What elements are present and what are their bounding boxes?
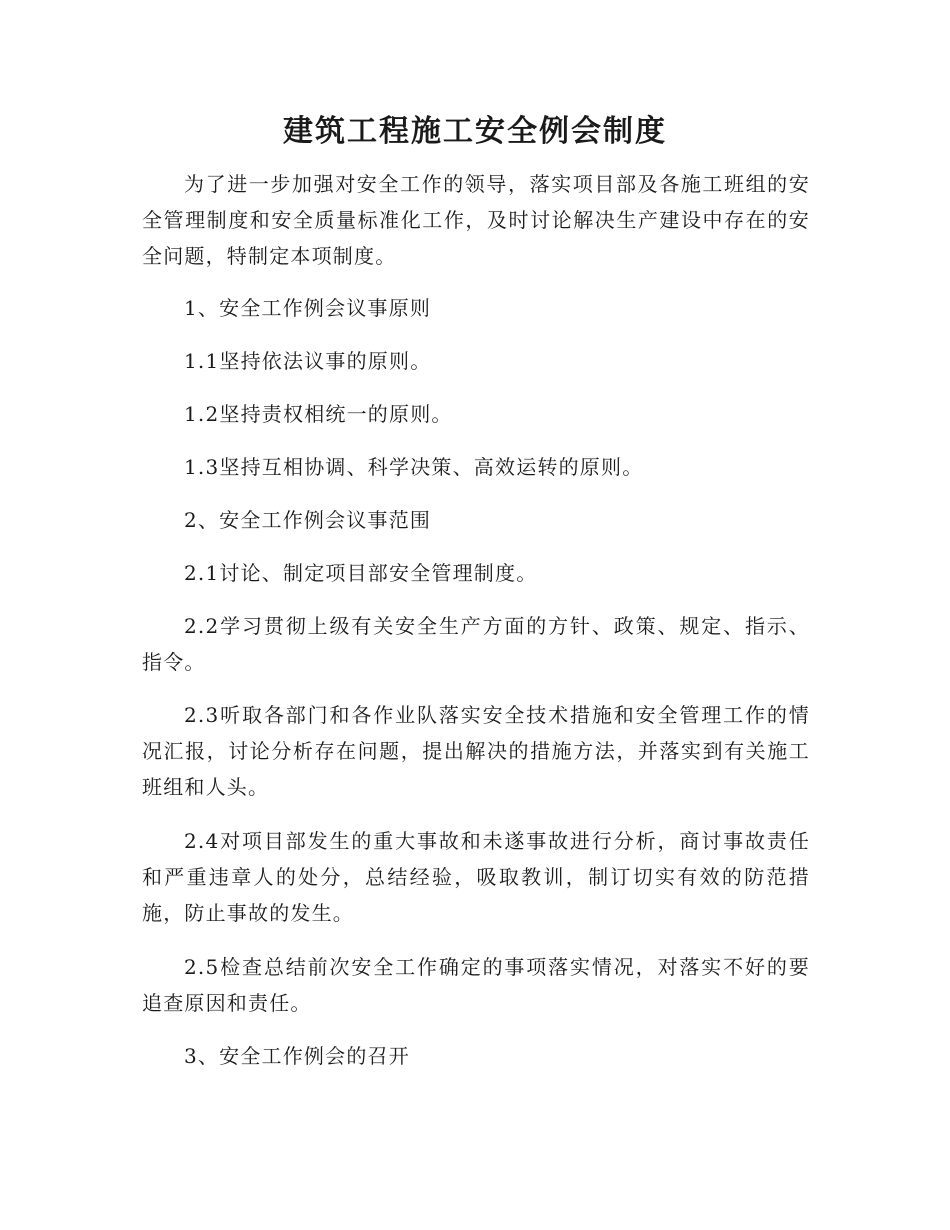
section-3-heading: 3、安全工作例会的召开 — [184, 1044, 410, 1068]
section-2-heading: 2、安全工作例会议事范围 — [184, 508, 432, 532]
clause-2-1: 2.1讨论、制定项目部安全管理制度。 — [184, 561, 538, 585]
clause-1-3: 1.3坚持互相协调、科学决策、高效运转的原则。 — [184, 455, 644, 479]
clause-1-2: 1.2坚持责权相统一的原则。 — [184, 402, 453, 426]
clause-2-4: 2.4对项目部发生的重大事故和未遂事故进行分析，商讨事故责任和严重违章人的处分，总结经验，吸取教训，制订切实有效的防范措施，防止事故的发生。 — [142, 829, 810, 925]
clause-2-5: 2.5检查总结前次安全工作确定的事项落实情况，对落实不好的要追查原因和责任。 — [142, 955, 810, 1015]
document-title: 建筑工程施工安全例会制度 — [283, 114, 667, 149]
clause-2-3: 2.3听取各部门和各作业队落实安全技术措施和安全管理工作的情况汇报，讨论分析存在问题，提出解决的措施方法，并落实到有关施工班组和人头。 — [142, 703, 810, 799]
intro-paragraph: 为了进一步加强对安全工作的领导，落实项目部及各施工班组的安全管理制度和安全质量标准化工作，及时讨论解决生产建设中存在的安全问题，特制定本项制度。 — [142, 172, 810, 268]
clause-2-2: 2.2学习贯彻上级有关安全生产方面的方针、政策、规定、指示、指令。 — [142, 614, 810, 674]
section-1-heading: 1、安全工作例会议事原则 — [184, 296, 432, 320]
clause-1-1: 1.1坚持依法议事的原则。 — [184, 349, 432, 373]
